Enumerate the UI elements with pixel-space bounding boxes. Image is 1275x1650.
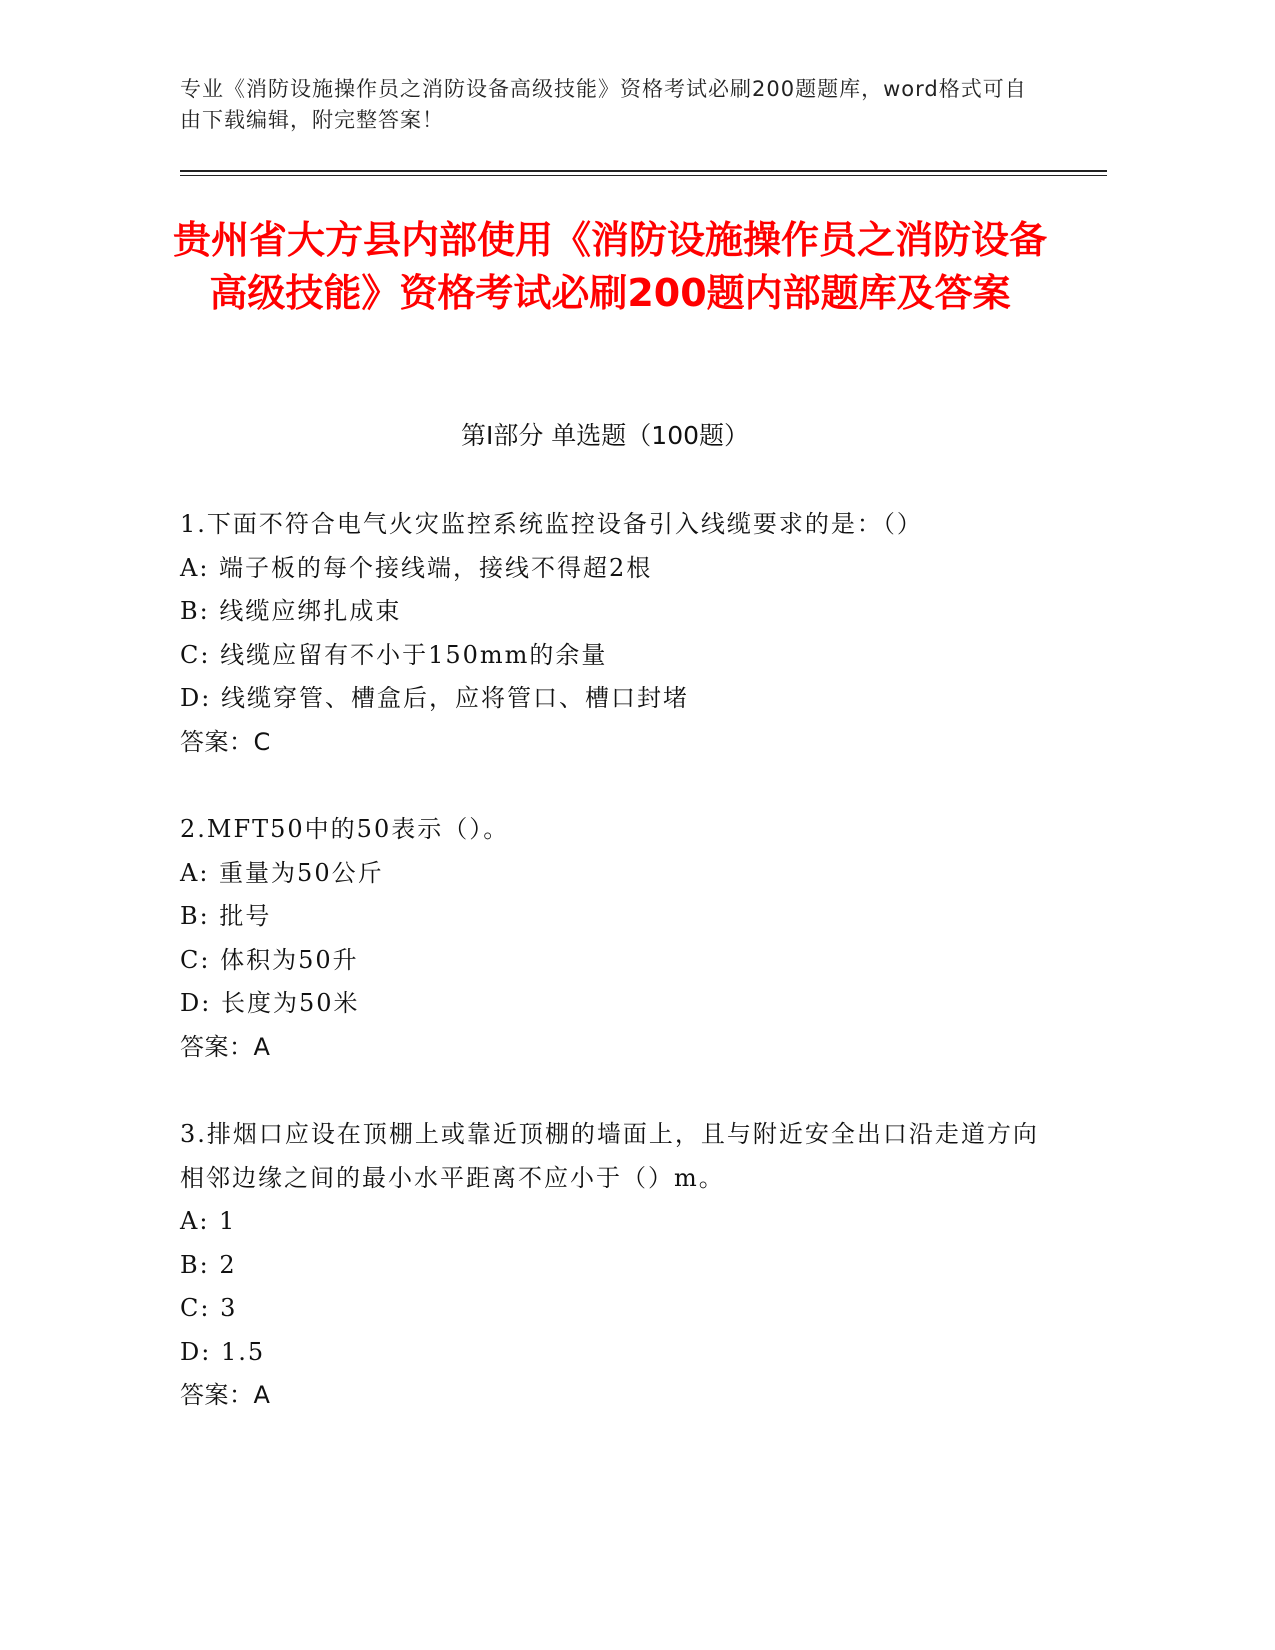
- answer-label: 答案：: [180, 1381, 254, 1409]
- question-option-d: D: 线缆穿管、槽盒后，应将管口、槽口封堵: [180, 684, 689, 712]
- question-option-b: B: 批号: [180, 902, 272, 930]
- question-option-c: C: 线缆应留有不小于150mm的余量: [180, 640, 608, 669]
- question-block: [180, 808, 1040, 1069]
- header-divider-thick: [180, 170, 1107, 172]
- question-block: [180, 1113, 1040, 1418]
- question-option-a: A: 端子板的每个接线端，接线不得超2根: [180, 553, 653, 582]
- header-note: 专业《消防设施操作员之消防设备高级技能》资格考试必刷200题题库，word格式可自由下载编辑，附完整答案！: [180, 77, 1027, 132]
- question-option-b: B: 2: [180, 1250, 237, 1279]
- document-title: 贵州省大方县内部使用《消防设施操作员之消防设备高级技能》资格考试必刷200题内部题库及答案: [172, 218, 1047, 315]
- question-stem: 1.下面不符合电气火灾监控系统监控设备引入线缆要求的是：（）: [180, 510, 923, 538]
- question-option-b: B: 线缆应绑扎成束: [180, 597, 402, 625]
- question-answer: [180, 721, 1040, 765]
- question-option-c: C: 体积为50升: [180, 945, 359, 974]
- answer-label: 答案：: [180, 1032, 254, 1061]
- question-option-a: A: 重量为50公斤: [180, 858, 384, 887]
- question-option-d: D: 长度为50米: [180, 989, 360, 1017]
- question-option-d: D: 1.5: [180, 1337, 266, 1366]
- question-stem: 3.排烟口应设在顶棚上或靠近顶棚的墙面上，且与附近安全出口沿走道方向相邻边缘之间的最小水平距离不应小于（）m。: [180, 1120, 1039, 1192]
- header-divider-thin: [180, 175, 1107, 176]
- question-option-c: C: 3: [180, 1294, 238, 1322]
- answer-value: C: [253, 727, 271, 756]
- answer-value: A: [253, 1032, 271, 1061]
- question-block: [180, 503, 1040, 764]
- question-answer: [180, 1026, 1040, 1070]
- question-answer: [180, 1374, 1040, 1418]
- answer-value: A: [253, 1381, 271, 1409]
- question-stem: 2.MFT50中的50表示（）。: [180, 815, 510, 843]
- section-heading: 第Ⅰ部分 单选题（100题）: [460, 421, 750, 450]
- question-option-a: A: 1: [180, 1207, 237, 1235]
- answer-label: 答案：: [180, 727, 254, 756]
